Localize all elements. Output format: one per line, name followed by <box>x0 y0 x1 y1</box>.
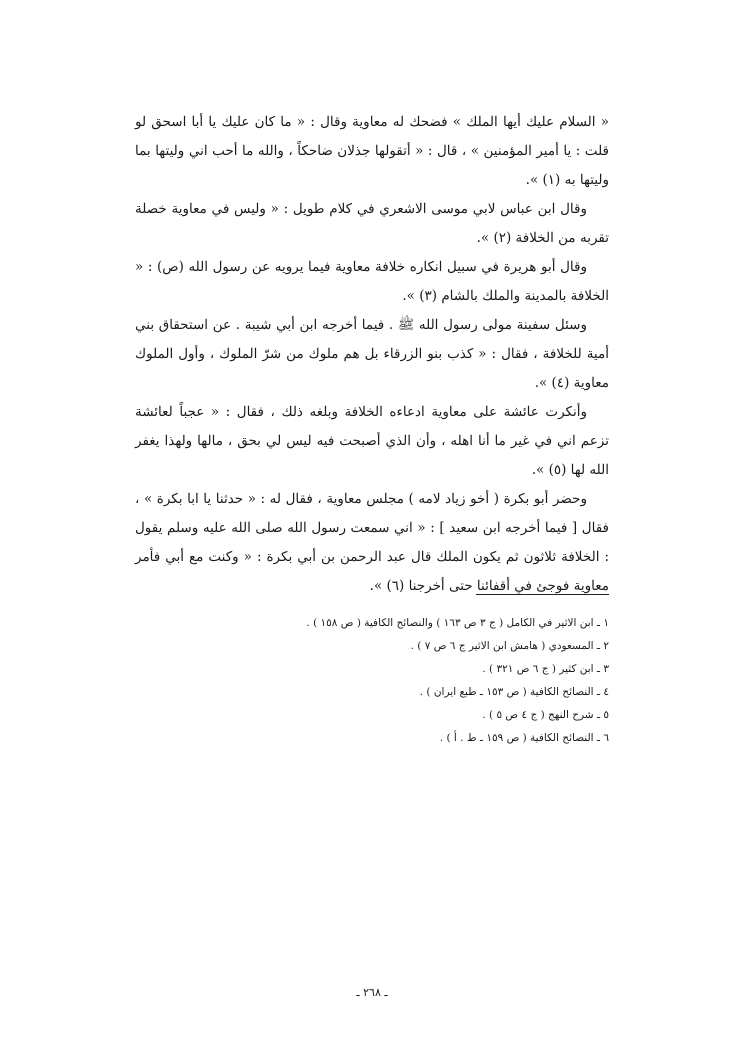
paragraph: وسئل سفينة مولى رسول الله ﷺ . فيما أخرجه ابن أبي شيبة . عن استحقاق بني أمية للخلافة ، فقال : « كذب بنو الزرقاء بل هم ملوك من شرّ الملوك ، وأول الملوك معاوية (٤) ». <box>135 317 609 391</box>
main-text <box>135 108 609 601</box>
footnotes <box>135 612 609 750</box>
footnote: ٣ ـ ابن كثير ( ج ٦ ص ٣٢١ ) . <box>482 663 609 675</box>
paragraph: وأنكرت عائشة على معاوية ادعاءه الخلافة وبلغه ذلك ، فقال : « عجباً لعائشة تزعم اني في غير ما أنا اهله ، وأن الذي أصبحت فيه ليس لي بحق ، مالها ولهذا يغفر الله لها (٥) ». <box>135 404 609 478</box>
paragraph: « السلام عليك أيها الملك » فضحك له معاوية وقال : « ما كان عليك يا أبا اسحق لو قلت : يا أمير المؤمنين » ، قال : « أتقولها جذلان ضاحكاً ، والله ما أحب اني وليتها بما وليتها به (١) ». <box>135 114 609 188</box>
footnote: ٢ ـ المسعودي ( هامش ابن الاثير ج ٦ ص ٧ ) . <box>410 640 609 652</box>
footnote: ١ ـ ابن الاثير في الكامل ( ج ٣ ص ١٦٣ ) والنصائح الكافية ( ص ١٥٨ ) . <box>306 617 609 629</box>
paragraph: وحضر أبو بكرة ( أخو زياد لامه ) مجلس معاوية ، فقال له : « حدثنا يا ابا بكرة » ، فقال [ فيما أخرجه ابن سعيد ] : « اني سمعت رسول الله صلى الله عليه وسلم يقول : الخلافة ثلاثون ثم يكون الملك قال عبد الرحمن بن أبي بكرة : « وكنت مع أبي فأمر معاوية فوجئ في أقفائنا حتى أخرجنا (٦) ». <box>135 491 609 594</box>
page-number: ـ ٢٦٨ ـ <box>356 986 388 999</box>
paragraph: وقال ابن عباس لابي موسى الاشعري في كلام طويل : « وليس في معاوية خصلة تقربه من الخلافة (٢) ». <box>135 201 609 246</box>
footnote-separator <box>476 594 609 595</box>
footnote: ٥ ـ شرح النهج ( ج ٤ ص ٥ ) . <box>482 709 609 721</box>
footnote: ٤ ـ النصائح الكافية ( ص ١٥٣ ـ طبع ايران ) . <box>419 686 609 698</box>
footnote: ٦ ـ النصائح الكافية ( ص ١٥٩ ـ ط . أ ) . <box>439 732 609 744</box>
paragraph: وقال أبو هريرة في سبيل انكاره خلافة معاوية فيما يرويه عن رسول الله (ص) : « الخلافة بالمدينة والملك بالشام (٣) ». <box>135 259 609 304</box>
